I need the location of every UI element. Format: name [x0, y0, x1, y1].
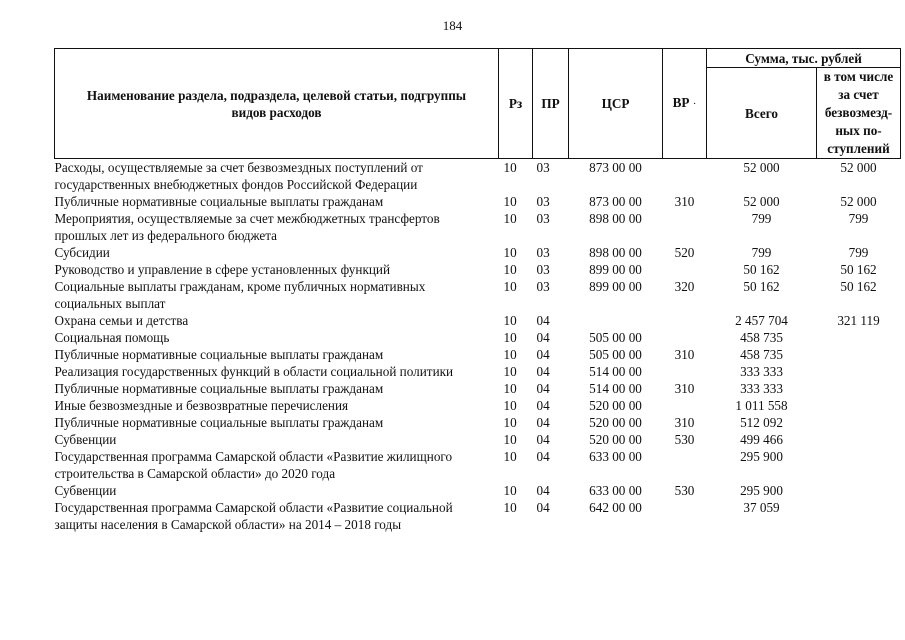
- row-csr: 898 00 00: [589, 211, 642, 226]
- row-rz: 10: [503, 364, 517, 379]
- row-csr: 633 00 00: [589, 483, 642, 498]
- row-csr: 873 00 00: [589, 194, 642, 209]
- table-row: [55, 278, 901, 312]
- row-grants: [817, 363, 901, 380]
- row-grants: 799: [848, 245, 869, 260]
- table-row: [55, 346, 901, 363]
- row-pr: 04: [536, 347, 550, 362]
- row-vr: 530: [674, 432, 695, 447]
- table-row: [55, 210, 901, 244]
- row-grants: [817, 346, 901, 363]
- row-csr: 633 00 00: [589, 449, 642, 464]
- page-number: 184: [442, 18, 463, 33]
- row-grants: 52 000: [840, 194, 877, 209]
- row-pr: 04: [536, 398, 550, 413]
- header-grants: в том числе за счет безвозмезд-ных по-ступлений: [817, 68, 901, 159]
- row-vr: [663, 329, 707, 346]
- row-pr: 04: [536, 432, 550, 447]
- row-grants: 50 162: [840, 262, 877, 277]
- table-row: [55, 448, 901, 482]
- row-pr: 03: [536, 211, 550, 226]
- row-total: 799: [751, 245, 772, 260]
- row-vr: 530: [674, 483, 695, 498]
- header-pr: ПР: [533, 49, 569, 159]
- header-total: Всего: [707, 68, 817, 159]
- row-name: Иные безвозмездные и безвозвратные перечисления: [54, 398, 349, 413]
- row-vr: 310: [674, 381, 695, 396]
- table-row: [55, 159, 901, 194]
- table-row: [55, 329, 901, 346]
- row-csr: 505 00 00: [589, 330, 642, 345]
- row-grants: [817, 329, 901, 346]
- table-row: [55, 363, 901, 380]
- row-name: Руководство и управление в сфере установленных функций: [54, 262, 391, 277]
- header-vr-mark: ·: [692, 98, 697, 110]
- row-rz: 10: [503, 245, 517, 260]
- row-name: Социальные выплаты гражданам, кроме публичных нормативных социальных выплат: [54, 279, 426, 311]
- table-row: [55, 431, 901, 448]
- header-csr: ЦСР: [569, 49, 663, 159]
- row-name: Мероприятия, осуществляемые за счет межбюджетных трансфертов прошлых лет из федерального бюджета: [54, 211, 440, 243]
- row-pr: 04: [536, 449, 550, 464]
- row-rz: 10: [503, 313, 517, 328]
- row-csr: 505 00 00: [589, 347, 642, 362]
- table-row: [55, 244, 901, 261]
- row-name: Субвенции: [54, 432, 117, 447]
- header-sum-group: Сумма, тыс. рублей: [707, 49, 901, 68]
- row-rz: 10: [503, 194, 517, 209]
- table-row: [55, 499, 901, 533]
- row-name: Субсидии: [54, 245, 110, 260]
- row-rz: 10: [503, 415, 517, 430]
- row-csr: [569, 312, 663, 329]
- row-grants: 799: [848, 211, 869, 226]
- row-csr: 642 00 00: [589, 500, 642, 515]
- row-rz: 10: [503, 262, 517, 277]
- row-name: Государственная программа Самарской области «Развитие жилищного строительства в Самарской области» до 2020 года: [54, 449, 453, 481]
- row-csr: 873 00 00: [589, 160, 642, 175]
- row-total: 799: [751, 211, 772, 226]
- table-row: [55, 193, 901, 210]
- row-grants: [817, 482, 901, 499]
- row-grants: 50 162: [840, 279, 877, 294]
- row-vr: 310: [674, 194, 695, 209]
- row-total: 333 333: [740, 381, 783, 396]
- row-vr: [663, 499, 707, 533]
- row-grants: [817, 499, 901, 533]
- row-rz: 10: [503, 398, 517, 413]
- row-total: 499 466: [740, 432, 783, 447]
- row-total: 1 011 558: [735, 398, 788, 413]
- row-vr: 520: [674, 245, 695, 260]
- row-rz: 10: [503, 432, 517, 447]
- row-name: Реализация государственных функций в области социальной политики: [54, 364, 454, 379]
- table-row: [55, 397, 901, 414]
- row-total: 52 000: [743, 194, 780, 209]
- row-grants: [817, 380, 901, 397]
- row-pr: 04: [536, 364, 550, 379]
- row-total: 2 457 704: [735, 313, 788, 328]
- row-vr: 310: [674, 415, 695, 430]
- row-name: Публичные нормативные социальные выплаты гражданам: [54, 415, 384, 430]
- row-name: Публичные нормативные социальные выплаты гражданам: [54, 347, 384, 362]
- row-csr: 898 00 00: [589, 245, 642, 260]
- budget-table: [54, 48, 901, 533]
- row-csr: 520 00 00: [589, 415, 642, 430]
- row-vr: [663, 397, 707, 414]
- row-vr: [663, 363, 707, 380]
- row-csr: 899 00 00: [589, 279, 642, 294]
- row-vr: [663, 448, 707, 482]
- row-rz: 10: [503, 381, 517, 396]
- row-grants: 321 119: [837, 313, 880, 328]
- row-rz: 10: [503, 330, 517, 345]
- row-vr: [663, 159, 707, 194]
- row-rz: 10: [503, 211, 517, 226]
- row-total: 458 735: [740, 347, 783, 362]
- row-vr: [663, 312, 707, 329]
- row-total: 458 735: [740, 330, 783, 345]
- header-name: Наименование раздела, подраздела, целевой статьи, подгруппы видов расходов: [55, 49, 499, 159]
- table-header: [55, 49, 901, 159]
- row-grants: [817, 448, 901, 482]
- row-name: Публичные нормативные социальные выплаты гражданам: [54, 194, 384, 209]
- row-grants: [817, 397, 901, 414]
- row-grants: [817, 431, 901, 448]
- table-body: [55, 159, 901, 534]
- row-csr: 899 00 00: [589, 262, 642, 277]
- row-grants: [817, 414, 901, 431]
- row-name: Государственная программа Самарской области «Развитие социальной защиты населения в Самарской области» на 2014 – 2018 годы: [54, 500, 453, 532]
- row-pr: 03: [536, 279, 550, 294]
- header-vr-label: ВР: [672, 95, 690, 110]
- row-name: Охрана семьи и детства: [54, 313, 189, 328]
- table-row: [55, 482, 901, 499]
- row-total: 52 000: [743, 160, 780, 175]
- table-row: [55, 312, 901, 329]
- row-total: 295 900: [740, 449, 783, 464]
- row-pr: 04: [536, 313, 550, 328]
- row-vr: 310: [674, 347, 695, 362]
- row-pr: 04: [536, 483, 550, 498]
- row-vr: [663, 261, 707, 278]
- row-pr: 04: [536, 415, 550, 430]
- row-pr: 03: [536, 160, 550, 175]
- row-name: Публичные нормативные социальные выплаты гражданам: [54, 381, 384, 396]
- row-csr: 520 00 00: [589, 432, 642, 447]
- row-vr: 320: [674, 279, 695, 294]
- row-vr: [663, 210, 707, 244]
- header-rz: Рз: [499, 49, 533, 159]
- row-total: 50 162: [743, 262, 780, 277]
- table-row: [55, 261, 901, 278]
- row-name: Субвенции: [54, 483, 117, 498]
- row-pr: 04: [536, 500, 550, 515]
- row-csr: 514 00 00: [589, 364, 642, 379]
- row-rz: 10: [503, 449, 517, 464]
- row-pr: 03: [536, 194, 550, 209]
- table-row: [55, 380, 901, 397]
- row-rz: 10: [503, 347, 517, 362]
- row-pr: 03: [536, 262, 550, 277]
- row-pr: 04: [536, 381, 550, 396]
- row-csr: 514 00 00: [589, 381, 642, 396]
- row-total: 512 092: [740, 415, 783, 430]
- row-total: 37 059: [743, 500, 780, 515]
- row-name: Расходы, осуществляемые за счет безвозмездных поступлений от государственных внебюджетных фондов Российской Федерации: [54, 160, 423, 192]
- row-grants: 52 000: [840, 160, 877, 175]
- row-pr: 03: [536, 245, 550, 260]
- row-total: 295 900: [740, 483, 783, 498]
- row-rz: 10: [503, 160, 517, 175]
- row-total: 333 333: [740, 364, 783, 379]
- table-row: [55, 414, 901, 431]
- header-vr: [663, 49, 707, 159]
- row-csr: 520 00 00: [589, 398, 642, 413]
- row-pr: 04: [536, 330, 550, 345]
- row-rz: 10: [503, 483, 517, 498]
- row-rz: 10: [503, 279, 517, 294]
- row-total: 50 162: [743, 279, 780, 294]
- row-rz: 10: [503, 500, 517, 515]
- row-name: Социальная помощь: [54, 330, 170, 345]
